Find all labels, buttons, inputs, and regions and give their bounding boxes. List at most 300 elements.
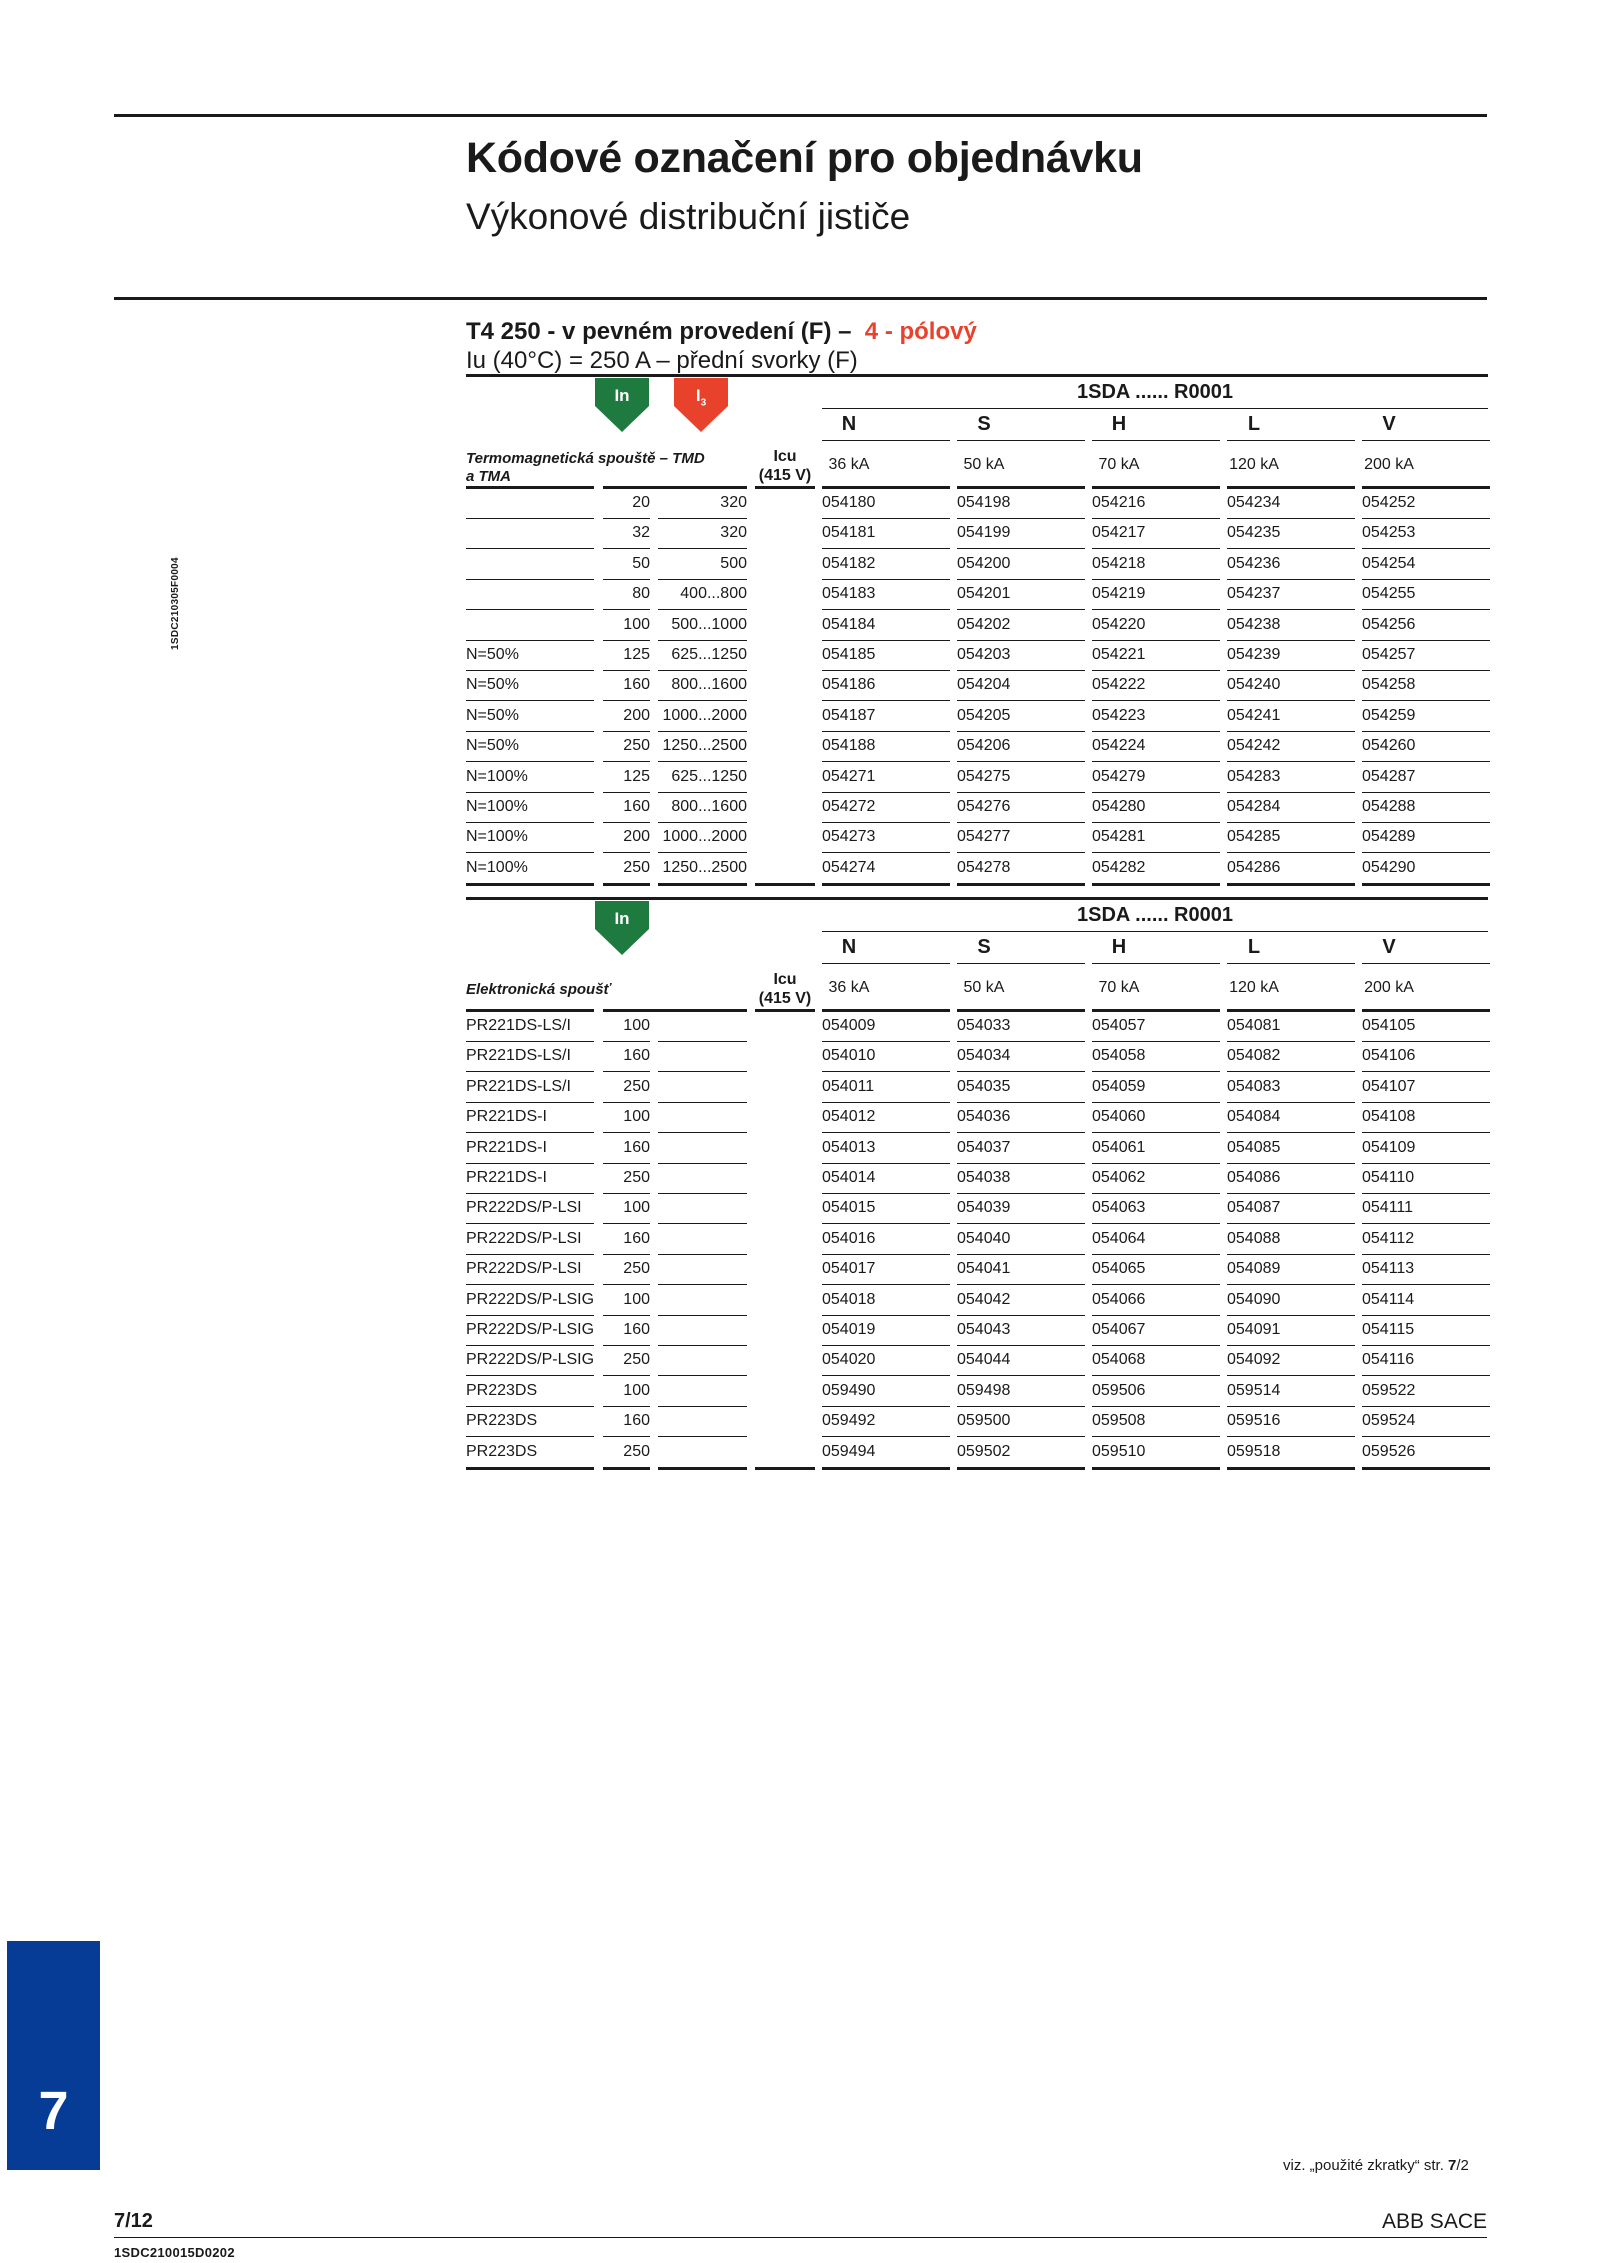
row-rule: [1021, 609, 1085, 610]
row-rule: [822, 1041, 886, 1042]
order-code: 054061: [1092, 1138, 1146, 1156]
series-l: L: [1247, 936, 1261, 958]
trip-unit-type: N=50%: [466, 676, 519, 694]
order-code: 059492: [822, 1412, 876, 1430]
order-code: 054282: [1092, 858, 1146, 876]
row-rule: [466, 1315, 594, 1316]
row-rule: [1426, 609, 1490, 610]
in-rating-badge: [595, 901, 649, 955]
row-rule: [1092, 761, 1156, 762]
row-rule: [1021, 700, 1085, 701]
order-code: 054240: [1227, 676, 1281, 694]
row-rule: [1362, 1041, 1426, 1042]
series-s: S: [977, 413, 991, 435]
row-rule: [957, 822, 1021, 823]
row-rule: [957, 1345, 1021, 1346]
order-code: 054012: [822, 1108, 876, 1126]
row-rule: [886, 1163, 950, 1164]
order-code: 054011: [822, 1077, 875, 1095]
trip-unit-type: N=100%: [466, 767, 528, 785]
order-code: 059516: [1227, 1412, 1281, 1430]
order-code: 054218: [1092, 554, 1146, 572]
row-rule: [1291, 609, 1355, 610]
row-rule: [1021, 1436, 1085, 1437]
row-rule: [1092, 822, 1156, 823]
order-code: 054238: [1227, 615, 1281, 633]
row-rule: [957, 1223, 1021, 1224]
row-rule: [957, 548, 1021, 549]
row-rule: [1291, 822, 1355, 823]
order-code: 054277: [957, 828, 1011, 846]
row-rule: [1362, 792, 1426, 793]
order-code: 059522: [1362, 1381, 1416, 1399]
row-rule: [1426, 579, 1490, 580]
order-code: 054067: [1092, 1321, 1146, 1338]
row-rule: [957, 609, 1021, 610]
row-rule: [1362, 579, 1426, 580]
row-rule: [957, 670, 1021, 671]
order-code: 054271: [822, 767, 876, 785]
row-rule: [466, 1467, 594, 1470]
row-rule: [822, 1436, 886, 1437]
row-rule: [1426, 700, 1490, 701]
order-code: 054283: [1227, 767, 1281, 785]
footer-rule: [114, 2237, 1487, 2238]
row-rule: [1156, 1163, 1220, 1164]
row-rule: [1092, 792, 1156, 793]
row-rule: [1156, 1071, 1220, 1072]
row-rule: [603, 1375, 650, 1376]
row-rule: [1426, 1284, 1490, 1285]
row-rule: [1362, 731, 1426, 732]
document-code: 1SDC210015D0202: [114, 2245, 235, 2260]
row-rule: [466, 852, 594, 853]
rated-current-in: 200: [623, 706, 650, 724]
row-rule: [1021, 731, 1085, 732]
series-rule: [886, 963, 950, 964]
row-rule: [466, 792, 594, 793]
row-rule: [466, 1102, 594, 1103]
order-code: 059508: [1092, 1412, 1146, 1430]
order-code: 054241: [1227, 706, 1281, 724]
order-code: 054242: [1227, 737, 1281, 755]
row-rule: [1156, 1436, 1220, 1437]
row-rule: [886, 1041, 950, 1042]
row-rule: [466, 670, 594, 671]
rated-current-in: 32: [632, 524, 650, 542]
order-code: 054086: [1227, 1169, 1281, 1186]
row-rule: [466, 1436, 594, 1437]
row-rule: [603, 1284, 650, 1285]
order-code: 054180: [822, 494, 876, 511]
order-code: 054288: [1362, 798, 1416, 815]
row-rule: [1092, 700, 1156, 701]
row-rule: [1092, 1467, 1156, 1470]
row-rule: [886, 792, 950, 793]
trip-unit-type-label: Elektronická spoušť: [466, 981, 611, 998]
order-code: 054188: [822, 737, 876, 755]
row-rule: [1021, 852, 1085, 853]
row-rule: [1426, 1254, 1490, 1255]
trip-unit-type: PR221DS-I: [466, 1108, 547, 1126]
row-rule: [1362, 670, 1426, 671]
order-code: 054236: [1227, 554, 1281, 572]
row-rule: [603, 761, 650, 762]
order-code: 054182: [822, 554, 876, 572]
row-rule: [1426, 1467, 1490, 1470]
row-rule: [1291, 1193, 1355, 1194]
order-code: 054289: [1362, 828, 1416, 846]
order-code: 054044: [957, 1351, 1011, 1369]
order-code: 054258: [1362, 676, 1416, 694]
row-rule: [1426, 822, 1490, 823]
order-code: 054116: [1362, 1351, 1415, 1369]
order-code: 054256: [1362, 615, 1416, 633]
row-rule: [1426, 1375, 1490, 1376]
row-rule: [1092, 1254, 1156, 1255]
order-code: 054279: [1092, 767, 1146, 785]
row-rule: [603, 1436, 650, 1437]
row-rule: [1291, 1102, 1355, 1103]
row-rule: [957, 883, 1021, 886]
order-code: 054220: [1092, 615, 1146, 633]
row-rule: [1227, 792, 1291, 793]
row-rule: [603, 1102, 650, 1103]
order-code: 054221: [1092, 646, 1146, 663]
row-rule: [822, 1315, 886, 1316]
order-code: 054018: [822, 1290, 876, 1308]
order-code: 059518: [1227, 1442, 1281, 1460]
row-rule: [1156, 1315, 1220, 1316]
rated-current-in: 250: [623, 858, 650, 876]
row-rule: [603, 1071, 650, 1072]
row-rule: [1291, 1315, 1355, 1316]
row-rule: [1092, 548, 1156, 549]
row-rule: [1092, 1345, 1156, 1346]
row-rule: [1021, 670, 1085, 671]
order-code: 054290: [1362, 858, 1416, 876]
section-title-main: T4 250 - v pevném provedení (F) –: [466, 318, 852, 345]
row-rule: [957, 1375, 1021, 1376]
row-rule: [1362, 761, 1426, 762]
row-rule: [1021, 1041, 1085, 1042]
row-rule: [1426, 731, 1490, 732]
magnetic-setting-i3: 800...1600: [671, 798, 747, 815]
row-rule: [1156, 670, 1220, 671]
row-rule: [1156, 1193, 1220, 1194]
icu-label: Icu: [773, 448, 797, 465]
order-code: 054062: [1092, 1169, 1146, 1186]
trip-unit-type: N=100%: [466, 798, 528, 815]
row-rule: [957, 518, 1021, 519]
row-rule: [1021, 518, 1085, 519]
row-rule: [1021, 1132, 1085, 1133]
row-rule: [658, 1375, 747, 1376]
order-code: 054083: [1227, 1077, 1281, 1095]
brand-name: ABB SACE: [1381, 2210, 1487, 2233]
row-rule: [466, 1284, 594, 1285]
order-code: 054063: [1092, 1199, 1146, 1217]
magnetic-setting-i3: 625...1250: [671, 646, 747, 663]
page-title: Kódové označení pro objednávku: [466, 134, 1143, 182]
order-code: 054280: [1092, 798, 1146, 815]
row-rule: [1227, 852, 1291, 853]
order-code: 054272: [822, 798, 876, 815]
order-code: 054185: [822, 646, 876, 663]
rated-current-in: 100: [623, 1290, 650, 1308]
row-rule: [466, 1345, 594, 1346]
row-rule: [886, 1375, 950, 1376]
abbreviations-footnote: viz. „použité zkratky“ str. 7/2: [1283, 2157, 1469, 2174]
row-rule: [1092, 1223, 1156, 1224]
row-rule: [1362, 1467, 1426, 1470]
row-rule: [1227, 822, 1291, 823]
row-rule: [466, 1406, 594, 1407]
section-subtitle: Iu (40°C) = 250 A – přední svorky (F): [466, 347, 858, 374]
order-code: 054287: [1362, 767, 1416, 785]
order-code: 054260: [1362, 737, 1416, 755]
order-code: 054020: [822, 1351, 876, 1369]
row-rule: [1021, 792, 1085, 793]
row-rule: [1291, 792, 1355, 793]
series-rule: [1227, 963, 1291, 964]
trip-unit-type: PR223DS: [466, 1442, 538, 1460]
series-rule: [1156, 963, 1220, 964]
row-rule: [658, 792, 747, 793]
row-rule: [658, 1284, 747, 1285]
rated-current-in: 160: [623, 1047, 650, 1065]
icu-voltage: (415 V): [758, 467, 812, 484]
rated-current-in: 200: [623, 828, 650, 846]
order-code: 054222: [1092, 676, 1146, 694]
series-v: V: [1382, 413, 1396, 435]
rated-current-in: 100: [623, 1017, 650, 1034]
trip-unit-type: PR222DS/P-LSIG: [466, 1351, 595, 1369]
row-rule: [1291, 1254, 1355, 1255]
magnetic-setting-i3: 320: [720, 494, 747, 511]
row-rule: [822, 1345, 886, 1346]
row-rule: [1362, 1193, 1426, 1194]
row-rule: [1362, 822, 1426, 823]
breaking-capacity: 36 kA: [828, 456, 870, 473]
row-rule: [1291, 852, 1355, 853]
row-rule: [658, 1315, 747, 1316]
row-rule: [1227, 761, 1291, 762]
row-rule: [886, 518, 950, 519]
row-rule: [886, 1071, 950, 1072]
row-rule: [1227, 731, 1291, 732]
row-rule: [603, 731, 650, 732]
series-rule: [1426, 963, 1490, 964]
order-code: 054206: [957, 737, 1011, 755]
header-rule: [1021, 1009, 1085, 1012]
row-rule: [603, 579, 650, 580]
order-code: 054223: [1092, 706, 1146, 724]
header-rule: [1426, 1009, 1490, 1012]
order-code: 054186: [822, 676, 876, 694]
rated-current-in: 250: [623, 1442, 650, 1460]
row-rule: [658, 1041, 747, 1042]
order-code: 054259: [1362, 706, 1416, 724]
row-rule: [755, 883, 815, 886]
row-rule: [957, 1254, 1021, 1255]
order-code: 054058: [1092, 1047, 1146, 1065]
order-code: 054041: [957, 1260, 1011, 1278]
row-rule: [1426, 640, 1490, 641]
row-rule: [822, 700, 886, 701]
row-rule: [1291, 731, 1355, 732]
row-rule: [1426, 1163, 1490, 1164]
row-rule: [886, 670, 950, 671]
row-rule: [1156, 1284, 1220, 1285]
badge-label: In: [614, 386, 630, 405]
row-rule: [1426, 670, 1490, 671]
series-rule: [1092, 440, 1156, 441]
row-rule: [466, 1193, 594, 1194]
breaking-capacity: 50 kA: [963, 979, 1005, 996]
row-rule: [886, 761, 950, 762]
row-rule: [603, 640, 650, 641]
row-rule: [1092, 1071, 1156, 1072]
order-code: 054090: [1227, 1290, 1281, 1308]
order-code: 059514: [1227, 1381, 1281, 1399]
row-rule: [466, 1071, 594, 1072]
rated-current-in: 100: [623, 1108, 650, 1126]
row-rule: [957, 700, 1021, 701]
order-code: 054065: [1092, 1260, 1146, 1278]
row-rule: [1291, 761, 1355, 762]
series-rule: [1227, 440, 1291, 441]
code-header-rule: [822, 408, 1488, 409]
order-code: 054255: [1362, 585, 1416, 603]
row-rule: [1092, 1315, 1156, 1316]
order-code: 054037: [957, 1138, 1011, 1156]
series-rule: [1362, 440, 1426, 441]
row-rule: [886, 1132, 950, 1133]
order-code: 054253: [1362, 524, 1416, 542]
row-rule: [1362, 1163, 1426, 1164]
row-rule: [1092, 1163, 1156, 1164]
table-top-rule: [466, 897, 1488, 900]
order-code: 054085: [1227, 1138, 1281, 1156]
row-rule: [1021, 1345, 1085, 1346]
breaking-capacity: 70 kA: [1098, 979, 1140, 996]
row-rule: [1362, 640, 1426, 641]
row-rule: [1156, 1467, 1220, 1470]
order-code: 054034: [957, 1047, 1011, 1065]
rated-current-in: 100: [623, 1381, 650, 1399]
rated-current-in: 160: [623, 1412, 650, 1430]
series-v: V: [1382, 936, 1396, 958]
row-rule: [886, 1315, 950, 1316]
row-rule: [603, 518, 650, 519]
row-rule: [1291, 1223, 1355, 1224]
magnetic-setting-i3: 500: [720, 554, 747, 572]
order-code: 054016: [822, 1229, 876, 1247]
magnetic-setting-i3: 1000...2000: [662, 828, 747, 846]
row-rule: [1426, 852, 1490, 853]
row-rule: [1092, 1436, 1156, 1437]
order-code: 054038: [957, 1169, 1011, 1186]
row-rule: [466, 1375, 594, 1376]
order-code: 059502: [957, 1442, 1011, 1460]
rated-current-in: 100: [623, 1199, 650, 1217]
row-rule: [1291, 883, 1355, 886]
code-header-rule: [822, 931, 1488, 932]
table-top-rule: [466, 374, 1488, 377]
row-rule: [1227, 1284, 1291, 1285]
row-rule: [1156, 1254, 1220, 1255]
header-rule: [957, 1009, 1021, 1012]
row-rule: [603, 883, 650, 886]
row-rule: [466, 1132, 594, 1133]
order-code: 059510: [1092, 1442, 1146, 1460]
row-rule: [1156, 822, 1220, 823]
top-rule: [114, 114, 1487, 117]
series-rule: [1021, 963, 1085, 964]
row-rule: [755, 1467, 815, 1470]
row-rule: [466, 518, 594, 519]
row-rule: [658, 700, 747, 701]
row-rule: [1426, 1436, 1490, 1437]
order-code: 054184: [822, 615, 876, 633]
row-rule: [1291, 1041, 1355, 1042]
row-rule: [1021, 1467, 1085, 1470]
order-code: 054254: [1362, 554, 1416, 572]
row-rule: [658, 883, 747, 886]
row-rule: [603, 1193, 650, 1194]
row-rule: [1426, 792, 1490, 793]
header-rule: [1156, 1009, 1220, 1012]
row-rule: [1362, 1436, 1426, 1437]
header-rule: [1227, 1009, 1291, 1012]
row-rule: [1092, 518, 1156, 519]
row-rule: [466, 609, 594, 610]
row-rule: [1227, 518, 1291, 519]
header-rule: [603, 1009, 747, 1012]
trip-unit-type: PR222DS/P-LSIG: [466, 1321, 595, 1338]
row-rule: [1227, 1345, 1291, 1346]
row-rule: [1092, 883, 1156, 886]
order-code: 054064: [1092, 1229, 1146, 1247]
trip-unit-type: N=100%: [466, 828, 528, 846]
rated-current-in: 50: [632, 554, 650, 572]
row-rule: [658, 640, 747, 641]
row-rule: [1021, 761, 1085, 762]
order-code: 054216: [1092, 494, 1146, 511]
row-rule: [1227, 640, 1291, 641]
order-code: 054106: [1362, 1047, 1416, 1065]
row-rule: [822, 1223, 886, 1224]
row-rule: [1291, 518, 1355, 519]
order-code: 054114: [1362, 1290, 1415, 1308]
order-code: 054111: [1362, 1199, 1414, 1217]
row-rule: [1156, 731, 1220, 732]
row-rule: [1362, 1254, 1426, 1255]
row-rule: [603, 1163, 650, 1164]
rated-current-in: 250: [623, 737, 650, 755]
row-rule: [1092, 609, 1156, 610]
badge-label: In: [614, 909, 630, 928]
rated-current-in: 250: [623, 1260, 650, 1278]
order-code: 054015: [822, 1199, 876, 1217]
series-rule: [957, 963, 1021, 964]
row-rule: [603, 852, 650, 853]
row-rule: [603, 792, 650, 793]
row-rule: [1021, 1223, 1085, 1224]
row-rule: [1092, 1102, 1156, 1103]
row-rule: [1156, 640, 1220, 641]
